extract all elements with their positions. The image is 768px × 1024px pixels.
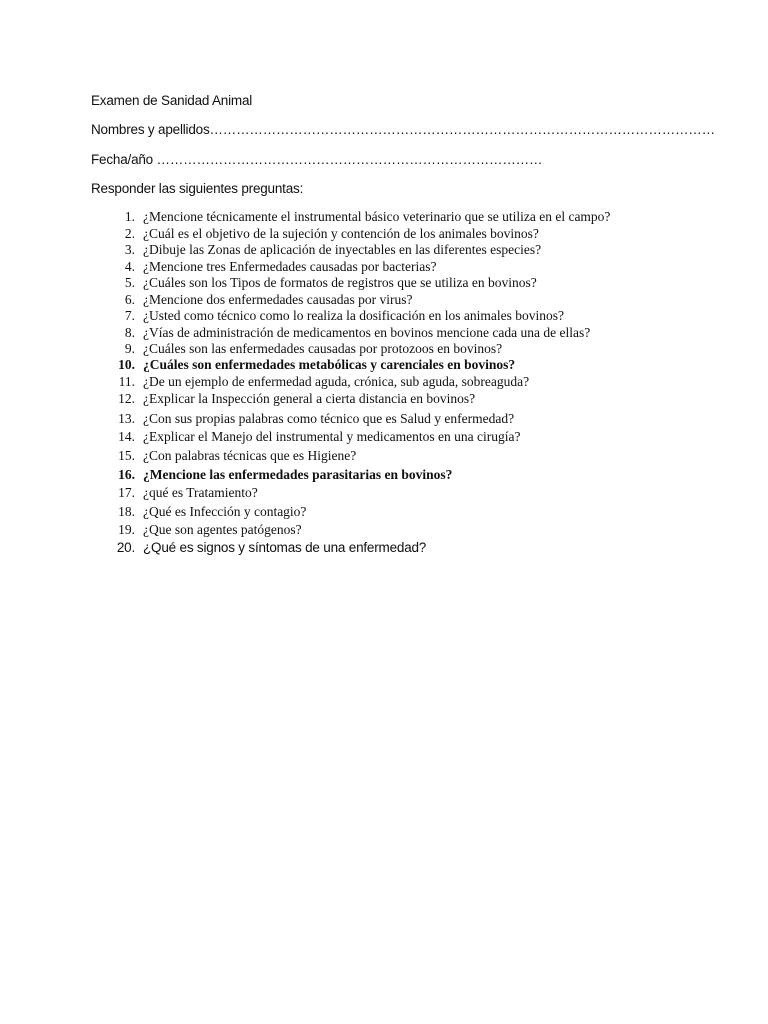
question-text: ¿Cuáles son los Tipos de formatos de registros que se utiliza en bovinos? [143, 275, 537, 290]
question-number: 15. [118, 448, 135, 463]
question-text: ¿Cuáles son enfermedades metabólicas y carenciales en bovinos? [143, 357, 516, 372]
question-number: 5. [124, 275, 135, 290]
question-number: 20. [116, 540, 135, 555]
question-item-emphasized [108, 357, 515, 373]
question-text: ¿Que son agentes patógenos? [143, 522, 302, 537]
question-number: 18. [118, 504, 135, 519]
question-text: ¿Explicar el Manejo del instrumental y medicamentos en una cirugía? [143, 429, 521, 444]
question-item [108, 540, 426, 555]
question-text: ¿Con sus propias palabras como técnico que es Salud y enfermedad? [143, 411, 515, 426]
question-text: ¿Mencione técnicamente el instrumental básico veterinario que se utiliza en el campo? [143, 209, 611, 224]
question-item [108, 374, 529, 390]
question-number: 1. [124, 209, 135, 224]
question-item [108, 209, 610, 225]
question-text: ¿Vías de administración de medicamentos en bovinos mencione cada una de ellas? [143, 325, 591, 340]
question-number: 14. [118, 429, 135, 444]
question-number: 13. [118, 411, 135, 426]
question-text: ¿Dibuje las Zonas de aplicación de inyectables en las diferentes especies? [143, 242, 542, 257]
question-number: 4. [124, 259, 135, 274]
question-item [108, 308, 564, 324]
question-text: ¿Usted como técnico como lo realiza la dosificación en los animales bovinos? [143, 308, 564, 323]
question-text: ¿Qué es signos y síntomas de una enfermedad? [143, 540, 427, 555]
names-field-line: Nombres y apellidos…………………………………………………………………………………………………… [91, 122, 715, 137]
question-number: 16. [118, 467, 135, 482]
question-number: 9. [124, 341, 135, 356]
question-text: ¿Con palabras técnicas que es Higiene? [143, 448, 357, 463]
question-item [108, 411, 514, 427]
question-item [108, 242, 541, 258]
question-item [108, 522, 302, 538]
question-number: 11. [118, 374, 135, 389]
date-field-line: Fecha/año …………………………………………………………………………… [91, 152, 543, 167]
question-item [108, 448, 356, 464]
question-item [108, 391, 475, 407]
question-text: ¿Qué es Infección y contagio? [143, 504, 307, 519]
question-number: 7. [124, 308, 135, 323]
question-item [108, 226, 539, 242]
question-item [108, 325, 590, 341]
question-text: ¿De un ejemplo de enfermedad aguda, crónica, sub aguda, sobreaguda? [143, 374, 530, 389]
instructions-text: Responder las siguientes preguntas: [91, 181, 304, 196]
question-number: 6. [124, 292, 135, 307]
question-number: 17. [118, 485, 135, 500]
question-text: ¿qué es Tratamiento? [143, 485, 258, 500]
question-text: ¿Cuál es el objetivo de la sujeción y contención de los animales bovinos? [143, 226, 539, 241]
question-text: ¿Mencione dos enfermedades causadas por virus? [143, 292, 413, 307]
question-text: ¿Cuáles son las enfermedades causadas por protozoos en bovinos? [143, 341, 503, 356]
question-number: 3. [124, 242, 135, 257]
question-text: ¿Mencione tres Enfermedades causadas por bacterias? [143, 259, 437, 274]
question-text: ¿Explicar la Inspección general a cierta distancia en bovinos? [143, 391, 476, 406]
exam-title: Examen de Sanidad Animal [91, 93, 253, 108]
question-number: 12. [118, 391, 135, 406]
question-item [108, 259, 436, 275]
question-number: 2. [124, 226, 135, 241]
question-item [108, 275, 537, 291]
question-number: 8. [124, 325, 135, 340]
question-text: ¿Mencione las enfermedades parasitarias en bovinos? [143, 467, 453, 482]
question-number: 10. [118, 357, 135, 372]
question-item [108, 341, 502, 357]
question-item [108, 429, 521, 445]
question-number: 19. [118, 522, 135, 537]
question-item [108, 485, 258, 501]
question-item [108, 504, 306, 520]
question-item [108, 292, 413, 308]
question-item-emphasized [108, 467, 452, 483]
